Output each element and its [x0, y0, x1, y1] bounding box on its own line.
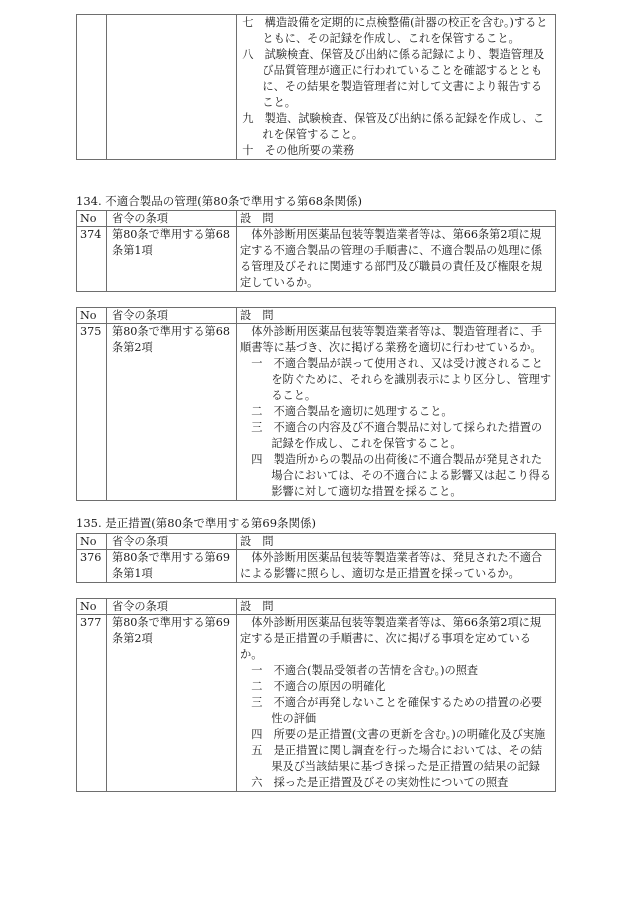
clause-cell: 第80条で準用する第68条第2項	[107, 324, 237, 501]
no-cell: 376	[77, 550, 107, 583]
table-row	[77, 324, 556, 501]
column-header-question: 設 問	[237, 599, 556, 615]
no-cell: 374	[77, 227, 107, 292]
item-list	[240, 15, 552, 159]
question-table-374	[76, 210, 556, 292]
list-item: 三 不適合の内容及び不適合製品に対して採られた措置の記録を作成し、これを保管すること。	[251, 421, 543, 450]
column-header-clause: 省令の条項	[107, 211, 237, 227]
question-text: 体外診断用医薬品包装等製造業者等は、製造管理者に、手順書等に基づき、次に掲げる業務を適切に行わせているか。	[240, 325, 543, 354]
table-row	[77, 227, 556, 292]
list-item: 六 採った是正措置及びその実効性についての照査	[251, 776, 509, 789]
item-list	[240, 356, 552, 500]
list-item: 五 是正措置に関し調査を行った場合においては、その結果及び当該結果に基づき採った是正措置の結果の記録	[251, 744, 543, 773]
list-item: 四 所要の是正措置(文書の更新を含む。)の明確化及び実施	[251, 728, 546, 741]
question-cell	[237, 15, 556, 160]
question-text: 体外診断用医薬品包装等製造業者等は、発見された不適合による影響に照らし、適切な是正措置を採っているか。	[240, 551, 543, 580]
list-item: 十 その他所要の業務	[242, 144, 355, 157]
table-row	[77, 615, 556, 792]
column-header-no: No	[77, 308, 107, 324]
question-text: 体外診断用医薬品包装等製造業者等は、第66条第2項に規定する是正措置の手順書に、次に掲げる事項を定めているか。	[240, 616, 542, 661]
table-header-row	[77, 599, 556, 615]
no-cell	[77, 15, 107, 160]
clause-cell	[107, 15, 237, 160]
column-header-clause: 省令の条項	[107, 308, 237, 324]
list-item: 二 不適合の原因の明確化	[251, 680, 386, 693]
list-item: 九 製造、試験検査、保管及び出納に係る記録を作成し、これを保管すること。	[242, 112, 545, 141]
column-header-clause: 省令の条項	[107, 534, 237, 550]
section-heading-134: 134. 不適合製品の管理(第80条で準用する第68条関係)	[76, 194, 362, 208]
list-item: 三 不適合が再発しないことを確保するための措置の必要性の評価	[251, 696, 543, 725]
column-header-question: 設 問	[237, 211, 556, 227]
list-item: 一 不適合製品が誤って使用され、又は受け渡されることを防ぐために、それらを識別表示により区分し、管理すること。	[251, 357, 552, 402]
list-item: 四 製造所からの製品の出荷後に不適合製品が発見された場合においては、その不適合による影響又は起こり得る影響に対して適切な措置を採ること。	[251, 453, 552, 498]
column-header-clause: 省令の条項	[107, 599, 237, 615]
table-row	[77, 15, 556, 160]
question-table-377	[76, 598, 556, 792]
clause-cell: 第80条で準用する第69条第2項	[107, 615, 237, 792]
list-item: 七 構造設備を定期的に点検整備(計器の校正を含む。)するとともに、その記録を作成し、これを保管すること。	[242, 16, 548, 45]
question-cell	[237, 324, 556, 501]
question-cell	[237, 227, 556, 292]
question-text: 体外診断用医薬品包装等製造業者等は、第66条第2項に規定する不適合製品の管理の手順書に、不適合製品の処理に係る管理及びそれに関連する部門及び職員の責任及び権限を規定しているか。	[240, 228, 543, 289]
item-list	[240, 663, 552, 791]
no-cell: 375	[77, 324, 107, 501]
question-cell	[237, 550, 556, 583]
section-heading-135: 135. 是正措置(第80条で準用する第69条関係)	[76, 516, 316, 530]
clause-cell: 第80条で準用する第69条第1項	[107, 550, 237, 583]
list-item: 二 不適合製品を適切に処理すること。	[251, 405, 453, 418]
list-item: 一 不適合(製品受領者の苦情を含む。)の照査	[251, 664, 479, 677]
continued-question-table	[76, 14, 556, 160]
column-header-no: No	[77, 599, 107, 615]
column-header-no: No	[77, 211, 107, 227]
question-cell	[237, 615, 556, 792]
table-header-row	[77, 534, 556, 550]
no-cell: 377	[77, 615, 107, 792]
column-header-no: No	[77, 534, 107, 550]
column-header-question: 設 問	[237, 534, 556, 550]
column-header-question: 設 問	[237, 308, 556, 324]
question-table-376	[76, 533, 556, 583]
table-row	[77, 550, 556, 583]
clause-cell: 第80条で準用する第68条第1項	[107, 227, 237, 292]
list-item: 八 試験検査、保管及び出納に係る記録により、製造管理及び品質管理が適正に行われていることを確認するとともに、その結果を製造管理者に対して文書により報告すること。	[242, 48, 545, 109]
question-table-375	[76, 307, 556, 501]
table-header-row	[77, 211, 556, 227]
table-header-row	[77, 308, 556, 324]
